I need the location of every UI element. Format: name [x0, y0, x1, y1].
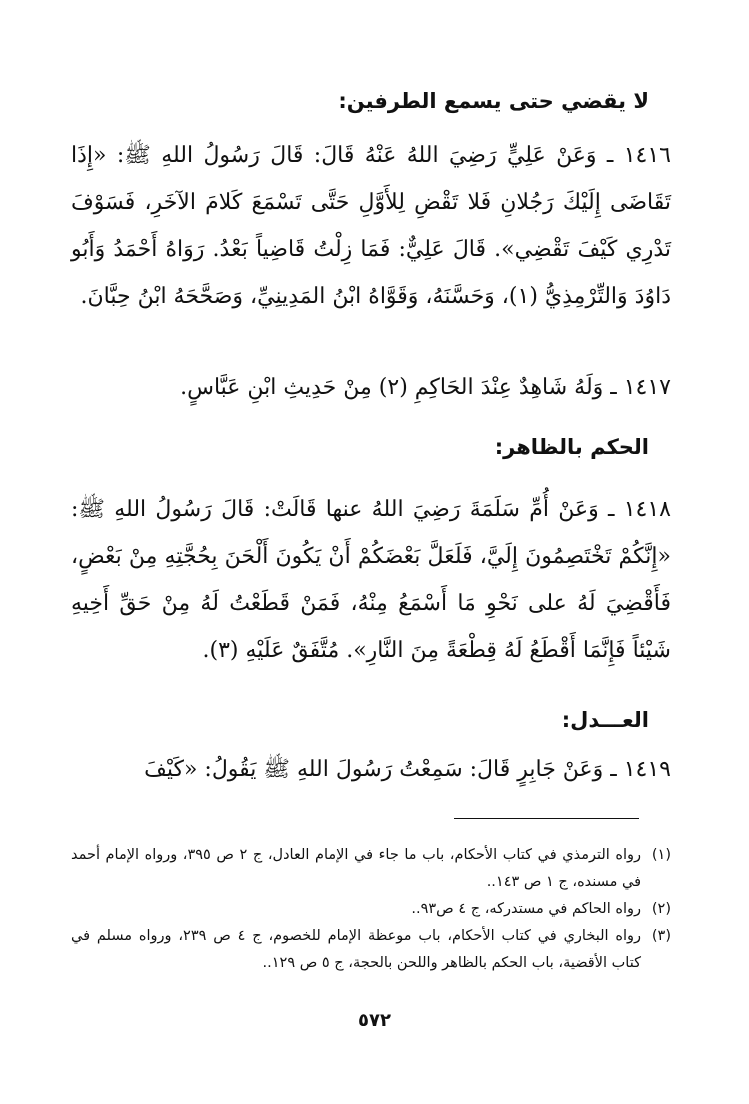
section-heading-hear-both-sides: لا يقضي حتى يسمع الطرفين: — [338, 89, 649, 113]
hadith-1419 — [71, 746, 671, 793]
footnote — [71, 842, 671, 896]
footnote-text: رواه البخاري في كتاب الأحكام، باب موعظة الإمام للخصوم، ج ٤ ص ٢٣٩، ورواه مسلم في كتاب الأقضية، باب الحكم بالظاهر واللحن بالحجة، ج ٥ ص ١٢٩.. — [71, 928, 642, 971]
hadith-text: ـ وَعَنْ عَلِيٍّ رَضِيَ اللهُ عَنْهُ قَالَ: قَالَ رَسُولُ اللهِ ﷺ: «إِذَا تَقَاضَى إِلَيْكَ رَجُلانِ فَلا تَقْضِ لِلأَوَّلِ حَتَّى تَسْمَعَ كَلامَ الآخَرِ، فَسَوْفَ تَدْرِي كَيْفَ تَقْضِي». قَالَ عَلِيٌّ: فَمَا زِلْتُ قَاضِياً بَعْدُ. رَوَاهُ أَحْمَدُ وَأَبُو دَاوُدَ وَالتِّرْمِذِيُّ (١)، وَحَسَّنَهُ، وَقَوَّاهُ ابْنُ المَدِينِيِّ، وَصَحَّحَهُ ابْنُ حِبَّانَ. — [71, 143, 671, 309]
hadith-number: ١٤١٦ — [623, 143, 671, 168]
hadith-text: ـ وَلَهُ شَاهِدٌ عِنْدَ الحَاكِمِ (٢) مِنْ حَدِيثِ ابْنِ عَبَّاسٍ. — [180, 375, 624, 400]
section-heading-justice: العـــدل: — [561, 708, 649, 732]
footnotes — [71, 842, 671, 977]
hadith-1417 — [71, 364, 671, 411]
hadith-1418 — [71, 486, 671, 674]
footnote — [71, 923, 671, 977]
hadith-number: ١٤١٧ — [623, 375, 671, 400]
footnote-text: رواه الحاكم في مستدركه، ج ٤ ص٩٣.. — [411, 901, 641, 917]
footnote-number: (٢) — [651, 901, 671, 917]
footnote-number: (٣) — [651, 928, 671, 944]
hadith-1416 — [71, 132, 671, 320]
page-number: ٥٧٢ — [358, 1010, 391, 1031]
hadith-text: ـ وَعَنْ أُمِّ سَلَمَةَ رَضِيَ اللهُ عنها قَالَتْ: قَالَ رَسُولُ اللهِ ﷺ: «إِنَّكُمْ تَخْتَصِمُونَ إِلَيَّ، فَلَعَلَّ بَعْضَكُمْ أَنْ يَكُونَ أَلْحَنَ بِحُجَّتِهِ مِنْ بَعْضٍ، فَأَقْضِيَ لَهُ على نَحْوِ مَا أَسْمَعُ مِنْهُ، فَمَنْ قَطَعْتُ لَهُ مِنْ حَقِّ أَخِيهِ شَيْئاً فَإِنَّمَا أَقْطَعُ لَهُ قِطْعَةً مِنَ النَّارِ». مُتَّفَقٌ عَلَيْهِ (٣). — [71, 497, 671, 663]
footnote-text: رواه الترمذي في كتاب الأحكام، باب ما جاء في الإمام العادل، ج ٢ ص ٣٩٥، ورواه الإمام أحمد في مسنده، ج ١ ص ١٤٣.. — [71, 847, 641, 890]
footnote — [71, 896, 671, 923]
footnote-separator — [454, 818, 639, 819]
section-heading-judging-by-apparent: الحكم بالظاهر: — [494, 435, 649, 459]
hadith-number: ١٤١٩ — [623, 757, 671, 782]
hadith-text: ـ وَعَنْ جَابِرٍ قَالَ: سَمِعْتُ رَسُولَ اللهِ ﷺ يَقُولُ: «كَيْفَ — [144, 757, 624, 782]
footnote-number: (١) — [651, 847, 671, 863]
hadith-number: ١٤١٨ — [623, 497, 671, 522]
